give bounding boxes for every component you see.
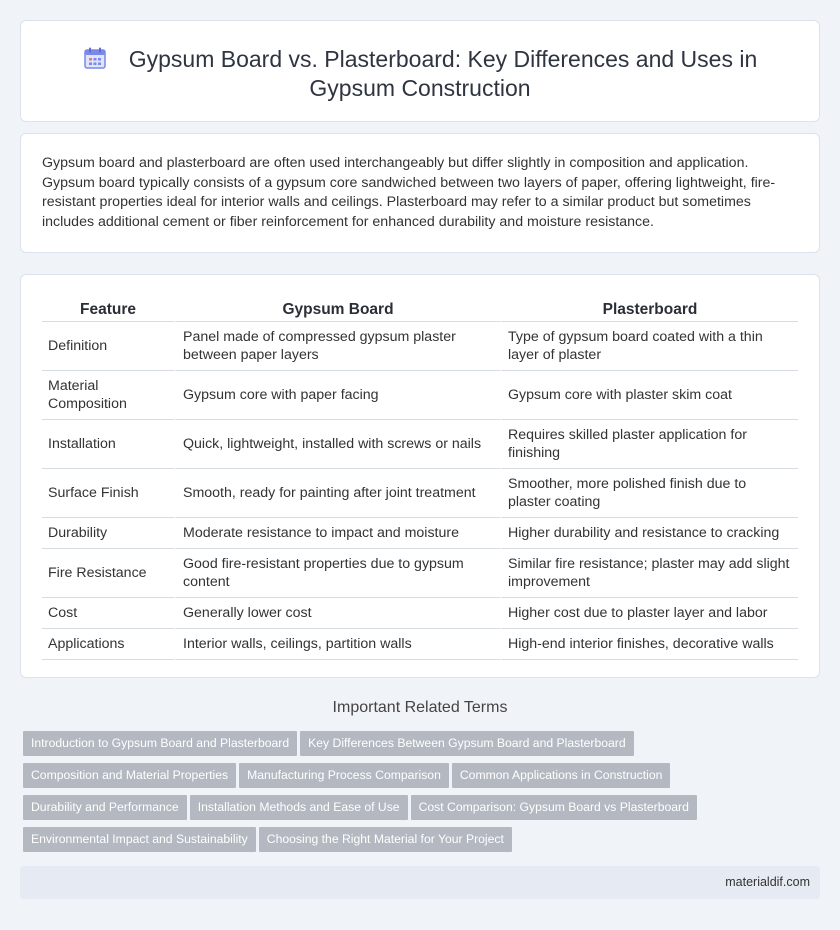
tag-row (23, 763, 803, 795)
table-row (42, 420, 798, 469)
table-cell: High-end interior finishes, decorative walls (500, 629, 798, 660)
table-cell: Gypsum core with plaster skim coat (500, 371, 798, 420)
comparison-table-card (20, 274, 820, 678)
table-cell: Panel made of compressed gypsum plaster between paper layers (174, 322, 500, 371)
table-cell: Smoother, more polished finish due to plaster coating (500, 469, 798, 518)
related-term-tag[interactable]: Composition and Material Properties (23, 763, 236, 788)
footer-bar (20, 866, 820, 899)
intro-paragraph: Gypsum board and plasterboard are often used interchangeably but differ slightly in composition and application. Gypsum board typically consists of a gypsum core sandwiched between two layers of paper, offering lightweight, fire-resistant properties ideal for interior walls and ceilings. Plasterboard may refer to a similar product but sometimes includes additional cement or fiber reinforcement for enhanced durability and moisture resistance. (42, 155, 776, 230)
related-term-tag[interactable]: Choosing the Right Material for Your Project (259, 827, 512, 852)
table-row (42, 549, 798, 598)
table-row (42, 629, 798, 660)
table-cell: Good fire-resistant properties due to gypsum content (174, 549, 500, 598)
comparison-table (42, 295, 798, 660)
table-row (42, 518, 798, 549)
related-term-tag[interactable]: Installation Methods and Ease of Use (190, 795, 408, 820)
table-cell: Type of gypsum board coated with a thin layer of plaster (500, 322, 798, 371)
table-cell: Requires skilled plaster application for finishing (500, 420, 798, 469)
table-cell: Similar fire resistance; plaster may add slight improvement (500, 549, 798, 598)
related-term-tag[interactable]: Durability and Performance (23, 795, 187, 820)
page-title-row (21, 45, 819, 103)
table-cell: Moderate resistance to impact and moisture (174, 518, 500, 549)
table-cell: Installation (42, 420, 174, 469)
table-row (42, 598, 798, 629)
table-cell: Higher durability and resistance to cracking (500, 518, 798, 549)
column-header-feature: Feature (42, 295, 174, 322)
table-cell: Durability (42, 518, 174, 549)
page-title: Gypsum Board vs. Plasterboard: Key Differences and Uses in Gypsum Construction (128, 46, 758, 101)
related-term-tag[interactable]: Common Applications in Construction (452, 763, 671, 788)
footer-site-link[interactable]: materialdif.com (725, 875, 810, 889)
tag-row (23, 827, 803, 859)
table-cell: Gypsum core with paper facing (174, 371, 500, 420)
tag-row (23, 731, 803, 763)
table-cell: Cost (42, 598, 174, 629)
table-cell: Material Composition (42, 371, 174, 420)
calendar-icon (83, 46, 107, 70)
table-row (42, 322, 798, 371)
related-term-tag[interactable]: Key Differences Between Gypsum Board and Plasterboard (300, 731, 634, 756)
related-term-tag[interactable]: Introduction to Gypsum Board and Plasterboard (23, 731, 297, 756)
header-card (20, 20, 820, 122)
table-cell: Smooth, ready for painting after joint treatment (174, 469, 500, 518)
column-header-gypsum-board: Gypsum Board (174, 295, 500, 322)
related-term-tag[interactable]: Environmental Impact and Sustainability (23, 827, 256, 852)
tag-row (23, 795, 803, 827)
table-cell: Fire Resistance (42, 549, 174, 598)
table-cell: Surface Finish (42, 469, 174, 518)
table-row (42, 469, 798, 518)
table-cell: Definition (42, 322, 174, 371)
intro-card (20, 133, 820, 253)
table-cell: Quick, lightweight, installed with screws or nails (174, 420, 500, 469)
table-cell: Interior walls, ceilings, partition walls (174, 629, 500, 660)
table-header-row (42, 295, 798, 322)
related-terms-tags (23, 731, 803, 859)
table-cell: Generally lower cost (174, 598, 500, 629)
related-term-tag[interactable]: Cost Comparison: Gypsum Board vs Plasterboard (411, 795, 697, 820)
related-term-tag[interactable]: Manufacturing Process Comparison (239, 763, 449, 788)
table-row (42, 371, 798, 420)
table-cell: Higher cost due to plaster layer and labor (500, 598, 798, 629)
related-terms-heading: Important Related Terms (332, 699, 508, 716)
table-cell: Applications (42, 629, 174, 660)
column-header-plasterboard: Plasterboard (500, 295, 798, 322)
